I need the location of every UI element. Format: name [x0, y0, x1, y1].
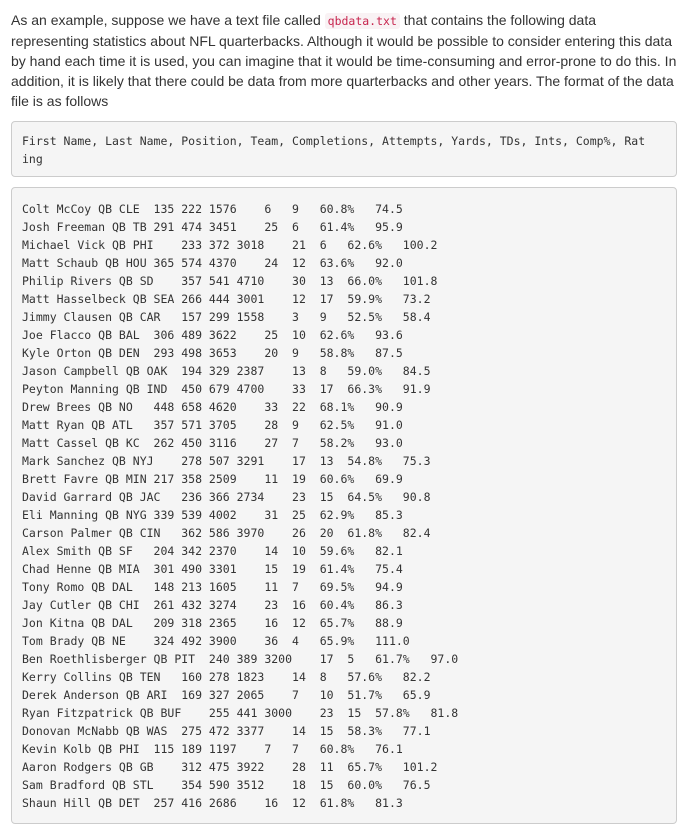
intro-paragraph	[11, 10, 677, 111]
intro-text-after: that contains the following data representing statistics about NFL quarterbacks. Although it would be possible to consider entering this data by hand each time it is used, you can imagine that it would be time-consuming and error-prone to do this. In addition, it is likely that there could be data from more quarterbacks and other years. The format of the data file is as follows	[11, 12, 677, 109]
data-code-block: Colt McCoy QB CLE 135 222 1576 6 9 60.8% 74.5 Josh Freeman QB TB 291 474 3451 25 6 61.4% 95.9 Michael Vick QB PHI 233 372 3018 21 6 62.6% 100.2 Matt Schaub QB HOU 365 574 4370 24 12 63.6% 92.0 Philip Rivers QB SD 357 541 4710 30 13 66.0% 101.8 Matt Hasselbeck QB SEA 266 444 3001 12 17 59.9% 73.2 Jimmy Clausen QB CAR 157 299 1558 3 9 52.5% 58.4 Joe Flacco QB BAL 306 489 3622 25 10 62.6% 93.6 Kyle Orton QB DEN 293 498 3653 20 9 58.8% 87.5 Jason Campbell QB OAK 194 329 2387 13 8 59.0% 84.5 Peyton Manning QB IND 450 679 4700 33 17 66.3% 91.9 Drew Brees QB NO 448 658 4620 33 22 68.1% 90.9 Matt Ryan QB ATL 357 571 3705 28 9 62.5% 91.0 Matt Cassel QB KC 262 450 3116 27 7 58.2% 93.0 Mark Sanchez QB NYJ 278 507 3291 17 13 54.8% 75.3 Brett Favre QB MIN 217 358 2509 11 19 60.6% 69.9 David Garrard QB JAC 236 366 2734 23 15 64.5% 90.8 Eli Manning QB NYG 339 539 4002 31 25 62.9% 85.3 Carson Palmer QB CIN 362 586 3970 26 20 61.8% 82.4 Alex Smith QB SF 204 342 2370 14 10 59.6% 82.1 Chad Henne QB MIA 301 490 3301 15 19 61.4% 75.4 Tony Romo QB DAL 148 213 1605 11 7 69.5% 94.9 Jay Cutler QB CHI 261 432 3274 23 16 60.4% 86.3 Jon Kitna QB DAL 209 318 2365 16 12 65.7% 88.9 Tom Brady QB NE 324 492 3900 36 4 65.9% 111.0 Ben Roethlisberger QB PIT 240 389 3200 17 5 61.7% 97.0 Kerry Collins QB TEN 160 278 1823 14 8 57.6% 82.2 Derek Anderson QB ARI 169 327 2065 7 10 51.7% 65.9 Ryan Fitzpatrick QB BUF 255 441 3000 23 15 57.8% 81.8 Donovan McNabb QB WAS 275 472 3377 14 15 58.3% 77.1 Kevin Kolb QB PHI 115 189 1197 7 7 60.8% 76.1 Aaron Rodgers QB GB 312 475 3922 28 11 65.7% 101.2 Sam Bradford QB STL 354 590 3512 18 15 60.0% 76.5 Shaun Hill QB DET 257 416 2686 16 12 61.8% 81.3	[11, 187, 677, 824]
format-code-block: First Name, Last Name, Position, Team, Completions, Attempts, Yards, TDs, Ints, Comp%, Rat ing	[11, 121, 677, 177]
filename-code: qbdata.txt	[325, 13, 400, 29]
intro-text-before: As an example, suppose we have a text file called	[11, 12, 325, 28]
